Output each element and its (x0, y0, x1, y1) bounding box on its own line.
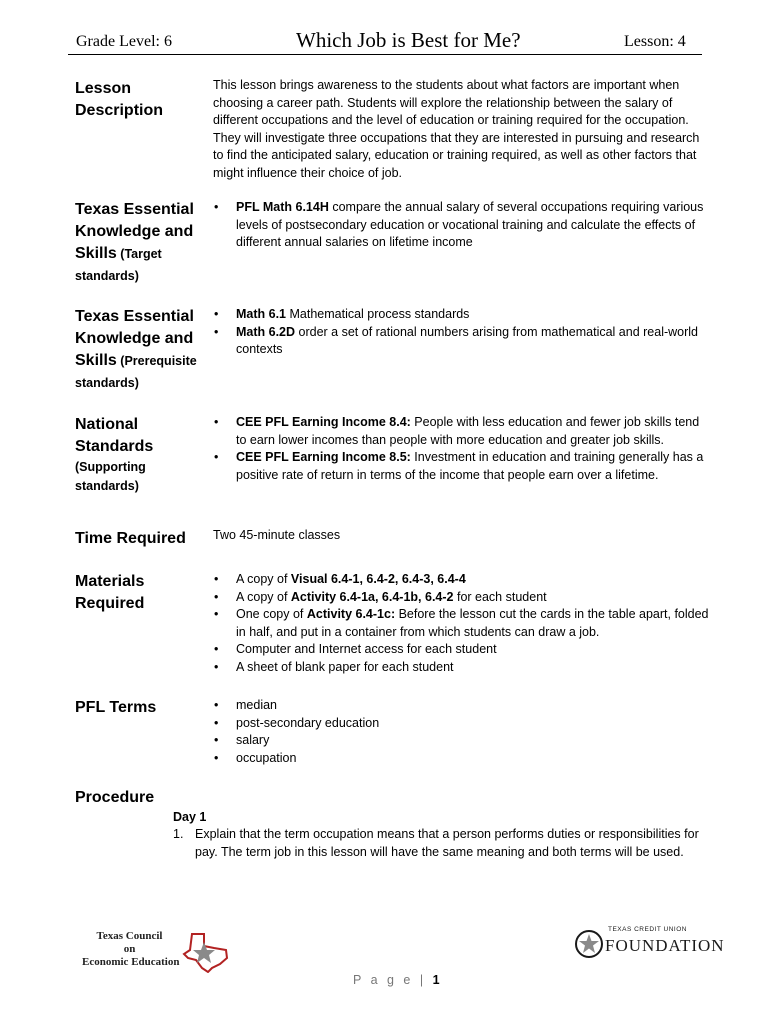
star-seal-icon (574, 924, 604, 964)
materials-label-line2: Required (75, 595, 145, 612)
page-num: 1 (432, 973, 440, 987)
pfl-terms-list (213, 697, 713, 767)
materials-label-line1: Materials (75, 573, 145, 590)
page-word: P a g e | (353, 973, 427, 987)
list-item: • A copy of Visual 6.4-1, 6.4-2, 6.4-3, 6.4-4 (213, 571, 713, 589)
teks-prereq-label-main-sub: (Prerequisite standards) (75, 354, 197, 390)
time-required-label: Time Required (75, 530, 186, 547)
lesson-description-label-line1: Lesson (75, 80, 132, 97)
teks-target-label-main: Texas Essential Knowledge and Skills (Target standards) (75, 201, 194, 283)
list-item: • CEE PFL Earning Income 8.4: People with less education and fewer job skills tend to earn lower incomes than people with more education and greater job skills. (213, 414, 713, 449)
list-item: • PFL Math 6.14H compare the annual salary of several occupations requiring various levels of postsecondary education or vocational training and calculate the effects of different annual salaries on lifetime income (213, 199, 713, 252)
page-title: Which Job is Best for Me? (296, 28, 521, 52)
teks-target-list (213, 199, 713, 252)
list-item: • post-secondary education (213, 715, 713, 733)
list-item: • One copy of Activity 6.4-1c: Before the lesson cut the cards in the table apart, folded in half, and put in a container from which students can draw a job. (213, 606, 713, 641)
teks-prereq-label-main: Texas Essential Knowledge and Skills (Prerequisite standards) (75, 308, 197, 390)
tcee-line3: Economic Education (82, 956, 180, 968)
foundation-small-text: TEXAS CREDIT UNION (608, 926, 687, 933)
step-number: 1. (173, 827, 184, 841)
foundation-big-text: FOUNDATION (605, 936, 725, 955)
list-item: • salary (213, 732, 713, 750)
national-standards-label (75, 414, 210, 496)
header-divider (68, 54, 702, 55)
teks-prereq-list (213, 306, 713, 359)
national-standards-list (213, 414, 713, 484)
national-standards-label-sub: (Supporting standards) (75, 460, 146, 493)
list-item: • Computer and Internet access for each student (213, 641, 713, 659)
list-item: • median (213, 697, 713, 715)
procedure-label: Procedure (75, 789, 155, 806)
lesson-number: Lesson: 4 (624, 33, 686, 50)
tcee-line2: on (123, 943, 136, 955)
list-item: • occupation (213, 750, 713, 768)
national-standards-label-main: National Standards (75, 416, 154, 455)
teks-target-label-main-sub: (Target standards) (75, 247, 162, 283)
tcee-line1: Texas Council (96, 930, 163, 942)
lesson-description-label-line2: Description (75, 102, 164, 119)
lesson-description-label (75, 78, 210, 122)
credit-union-foundation-logo (574, 922, 725, 970)
pfl-terms-label: PFL Terms (75, 699, 157, 716)
materials-list (213, 571, 713, 676)
grade-level: Grade Level: 6 (76, 33, 172, 50)
step-text: Explain that the term occupation means that a person performs duties or responsibilities for pay. The term job in this lesson will have the same meaning and both terms will be used. (195, 827, 699, 859)
time-required-text: Two 45-minute classes (213, 528, 341, 542)
texas-council-text (82, 930, 180, 969)
page-number (353, 973, 440, 987)
procedure-step (173, 826, 703, 861)
list-item: • A sheet of blank paper for each student (213, 659, 713, 677)
lesson-description-text: This lesson brings awareness to the students about what factors are important when choosing a career path. Students will explore the relationship between the salary of different occupations and the level of education or training required for the occupation. They will investigate three occupations that they are interested in pursuing and research to find the anticipated salary, education or training required, as well as other factors that might influence their choice of job. (213, 78, 700, 180)
list-item: • Math 6.1 Mathematical process standards (213, 306, 713, 324)
list-item: • Math 6.2D order a set of rational numbers arising from mathematical and real-world contexts (213, 324, 713, 359)
teks-target-label (75, 199, 210, 287)
materials-label (75, 571, 210, 615)
list-item: • CEE PFL Earning Income 8.5: Investment in education and training generally has a positive rate of return in terms of the income that people earn over a lifetime. (213, 449, 713, 484)
teks-prereq-label (75, 306, 210, 394)
procedure-day: Day 1 (173, 810, 207, 824)
list-item: • A copy of Activity 6.4-1a, 6.4-1b, 6.4-2 for each student (213, 589, 713, 607)
